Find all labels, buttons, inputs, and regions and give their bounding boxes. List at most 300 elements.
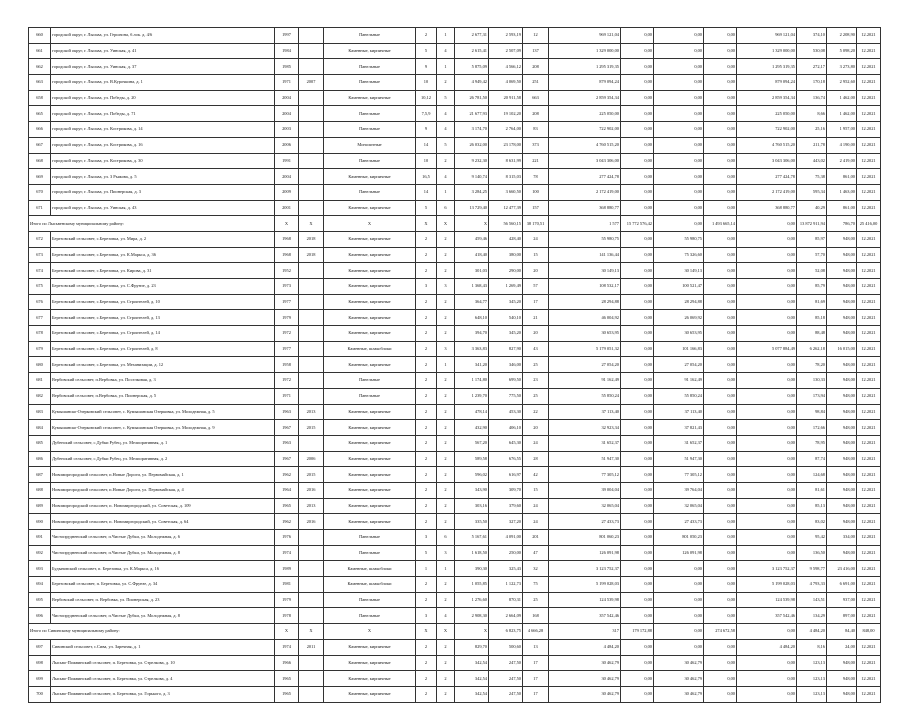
- table-cell: Панельные: [324, 184, 416, 200]
- address-cell: Чистопрудненский сельсовет, п.Чистые Дубки, ул. Молодежная, д. 6: [51, 530, 275, 546]
- table-cell: 0,00: [621, 498, 654, 514]
- address-cell: городской округ, г. Лысьва, ул. Кострикова, д. 30: [51, 153, 275, 169]
- table-cell: 672: [29, 231, 51, 247]
- table-cell: 0,00: [621, 639, 654, 655]
- table-cell: X: [299, 216, 324, 232]
- table-cell: 100 521,47: [654, 279, 704, 295]
- table-cell: [299, 200, 324, 216]
- table-cell: 20: [523, 263, 549, 279]
- table-cell: 75 326,60: [654, 247, 704, 263]
- table-cell: 1962: [275, 514, 299, 530]
- table-cell: 1973: [275, 279, 299, 295]
- table-cell: Панельные: [324, 373, 416, 389]
- table-cell: 948,00: [827, 451, 857, 467]
- table-cell: 1979: [275, 310, 299, 326]
- table-cell: Каменные, шлакоблоки: [324, 577, 416, 593]
- table-cell: 2: [437, 388, 455, 404]
- table-cell: 698: [29, 655, 51, 671]
- table-cell: 10,12: [416, 90, 437, 106]
- table-cell: 2011: [299, 639, 324, 655]
- housing-register-table: [28, 27, 881, 703]
- table-cell: 0,00: [737, 420, 797, 436]
- table-cell: 5: [437, 137, 455, 153]
- table-cell: 500,60: [489, 639, 523, 655]
- table-cell: 1985: [275, 59, 299, 75]
- table-cell: 2: [437, 153, 455, 169]
- subtotal-label: Итого по Сивинскому муниципальному району:: [29, 624, 275, 640]
- table-cell: 5 199 028,03: [549, 577, 621, 593]
- table-cell: 879 094,24: [549, 75, 621, 91]
- table-cell: 30 462,79: [549, 671, 621, 687]
- table-cell: 12.2021: [857, 686, 881, 702]
- address-cell: Березовский сельсовет, с.Березовка, ул. К.Маркса, д. 36: [51, 247, 275, 263]
- table-cell: 948,00: [827, 655, 857, 671]
- table-cell: 12.2021: [857, 326, 881, 342]
- table-cell: 0,00: [654, 43, 704, 59]
- table-cell: 12.2021: [857, 435, 881, 451]
- table-cell: 861,00: [827, 169, 857, 185]
- table-cell: 616,97: [489, 467, 523, 483]
- table-cell: 19 102,20: [489, 106, 523, 122]
- table-row: [29, 639, 881, 655]
- table-cell: 123,13: [797, 671, 827, 687]
- address-cell: городской округ, г. Лысьва, ул. Кострикова, д. 16: [51, 137, 275, 153]
- table-cell: 0,00: [737, 357, 797, 373]
- table-row: [29, 451, 881, 467]
- table-cell: 0,00: [704, 404, 737, 420]
- table-cell: 2018: [299, 231, 324, 247]
- table-cell: 897,00: [827, 608, 857, 624]
- table-cell: 123,13: [797, 686, 827, 702]
- table-cell: 143,51: [797, 592, 827, 608]
- table-cell: 32: [523, 561, 549, 577]
- table-cell: 696: [29, 608, 51, 624]
- table-cell: [299, 263, 324, 279]
- table-cell: 81,61: [797, 482, 827, 498]
- table-cell: 12.2021: [857, 263, 881, 279]
- table-cell: 2: [437, 686, 455, 702]
- table-cell: 24: [523, 435, 549, 451]
- table-cell: Каменные, кирпичные: [324, 357, 416, 373]
- table-cell: 12.2021: [857, 577, 881, 593]
- table-cell: 3: [437, 341, 455, 357]
- table-cell: 948,00: [827, 310, 857, 326]
- table-cell: 2: [416, 404, 437, 420]
- table-cell: 969 121,04: [737, 28, 797, 44]
- table-cell: Каменные, кирпичные: [324, 451, 416, 467]
- table-cell: 1 055,85: [455, 577, 489, 593]
- table-cell: 676: [29, 294, 51, 310]
- table-cell: 0,00: [621, 75, 654, 91]
- table-cell: 5 199 028,03: [737, 577, 797, 593]
- table-cell: 1 295 319,35: [549, 59, 621, 75]
- table-cell: 47: [523, 545, 549, 561]
- address-cell: городской округ, г. Лысьва, ул. Уинская, д. 37: [51, 59, 275, 75]
- table-cell: Каменные, кирпичные: [324, 498, 416, 514]
- table-cell: X: [455, 216, 489, 232]
- table-cell: 0,00: [704, 310, 737, 326]
- table-cell: 0,00: [654, 137, 704, 153]
- table-cell: 247,50: [489, 686, 523, 702]
- table-cell: 0,00: [621, 373, 654, 389]
- table-row: [29, 279, 881, 295]
- table-cell: 95,42: [797, 530, 827, 546]
- table-cell: Каменные, кирпичные: [324, 420, 416, 436]
- table-cell: 15: [523, 482, 549, 498]
- address-cell: Новомиргородский сельсовет, п.Новые Дороги, ул. Первомайская, д. 1: [51, 467, 275, 483]
- table-cell: 46 004,92: [549, 310, 621, 326]
- table-cell: 28 294,88: [654, 294, 704, 310]
- table-cell: 52,08: [797, 263, 827, 279]
- table-cell: 301,03: [455, 263, 489, 279]
- table-cell: 28 294,88: [549, 294, 621, 310]
- table-cell: 663: [29, 75, 51, 91]
- table-cell: 2: [437, 671, 455, 687]
- table-cell: 12.2021: [857, 388, 881, 404]
- table-cell: 100: [523, 184, 549, 200]
- table-cell: [299, 357, 324, 373]
- table-cell: 530,08: [797, 43, 827, 59]
- table-cell: 12.2021: [857, 341, 881, 357]
- table-cell: 682: [29, 388, 51, 404]
- table-row: [29, 592, 881, 608]
- table-row: [29, 530, 881, 546]
- table-cell: 2009: [275, 184, 299, 200]
- table-cell: 1965: [275, 671, 299, 687]
- table-cell: 208: [523, 59, 549, 75]
- table-cell: 0,00: [654, 106, 704, 122]
- table-cell: [299, 686, 324, 702]
- table-cell: 1974: [275, 545, 299, 561]
- table-cell: 848,00: [857, 624, 881, 640]
- table-cell: 0,00: [654, 153, 704, 169]
- table-cell: 124 539,98: [737, 592, 797, 608]
- table-cell: 0,00: [654, 577, 704, 593]
- table-cell: 2016: [299, 482, 324, 498]
- table-cell: 663: [523, 90, 549, 106]
- table-cell: 2: [437, 514, 455, 530]
- table-cell: 668: [29, 153, 51, 169]
- table-cell: 2006: [299, 451, 324, 467]
- table-cell: 32 065,04: [654, 498, 704, 514]
- table-cell: [299, 169, 324, 185]
- table-cell: 2: [437, 467, 455, 483]
- table-cell: 879 094,24: [737, 75, 797, 91]
- table-cell: 1 329 000,00: [737, 43, 797, 59]
- table-cell: 101 166,83: [654, 341, 704, 357]
- table-cell: 12.2021: [857, 357, 881, 373]
- address-cell: Лысьво-Пожвинский сельсовет, п. Березовка, ул. Стрелкова, д. 4: [51, 671, 275, 687]
- table-cell: 2015: [299, 467, 324, 483]
- table-cell: 2 172 419,00: [737, 184, 797, 200]
- table-cell: 27 433,73: [549, 514, 621, 530]
- table-cell: 6: [437, 200, 455, 216]
- table-cell: 12: [523, 28, 549, 44]
- table-row: [29, 498, 881, 514]
- table-cell: 16 015,00: [827, 341, 857, 357]
- table-cell: 948,00: [827, 686, 857, 702]
- table-cell: 247,50: [489, 655, 523, 671]
- table-cell: 5: [437, 90, 455, 106]
- table-cell: 0,00: [704, 137, 737, 153]
- table-cell: 2: [437, 263, 455, 279]
- table-cell: 1991: [275, 153, 299, 169]
- table-cell: 1965: [275, 686, 299, 702]
- table-row: [29, 43, 881, 59]
- table-cell: 25: [523, 388, 549, 404]
- table-cell: 3: [416, 608, 437, 624]
- table-cell: 12.2021: [857, 247, 881, 263]
- table-cell: 948,00: [827, 373, 857, 389]
- table-cell: 0,00: [621, 686, 654, 702]
- table-cell: 157: [523, 200, 549, 216]
- table-cell: [299, 43, 324, 59]
- table-cell: 0,00: [621, 231, 654, 247]
- table-cell: 0,00: [621, 561, 654, 577]
- table-cell: 225 050,00: [549, 106, 621, 122]
- table-cell: 0,00: [704, 169, 737, 185]
- table-cell: 3 174,70: [455, 122, 489, 138]
- table-cell: 343,90: [455, 482, 489, 498]
- table-cell: 51 947,30: [549, 451, 621, 467]
- table-cell: 85,79: [797, 279, 827, 295]
- table-cell: 2 593,19: [489, 28, 523, 44]
- table-cell: 51 947,30: [654, 451, 704, 467]
- table-cell: 670: [29, 184, 51, 200]
- table-cell: 2: [437, 655, 455, 671]
- table-cell: 827,90: [489, 341, 523, 357]
- table-cell: 247,50: [489, 671, 523, 687]
- table-cell: 2018: [299, 247, 324, 263]
- table-cell: 0,00: [621, 388, 654, 404]
- table-cell: 679: [29, 341, 51, 357]
- table-cell: 6 691,00: [827, 577, 857, 593]
- table-cell: 3 660,50: [489, 184, 523, 200]
- table-cell: Каменные, кирпичные: [324, 294, 416, 310]
- table-cell: 2: [416, 467, 437, 483]
- table-cell: 2 507,09: [489, 43, 523, 59]
- table-cell: 335,50: [455, 514, 489, 530]
- table-cell: 368 880,77: [737, 200, 797, 216]
- table-cell: [299, 592, 324, 608]
- table-cell: [299, 655, 324, 671]
- table-cell: 8 631,99: [489, 153, 523, 169]
- table-cell: Панельные: [324, 545, 416, 561]
- table-cell: Каменные, кирпичные: [324, 467, 416, 483]
- table-cell: 2: [416, 671, 437, 687]
- table-cell: 1 462,00: [827, 90, 857, 106]
- table-cell: 0,00: [704, 294, 737, 310]
- table-row: [29, 326, 881, 342]
- table-cell: 23 178,00: [489, 137, 523, 153]
- table-cell: 8,16: [797, 639, 827, 655]
- table-cell: 870,31: [489, 592, 523, 608]
- table-cell: 39 764,04: [654, 482, 704, 498]
- table-cell: 0,00: [704, 279, 737, 295]
- table-cell: 666: [29, 122, 51, 138]
- table-cell: 2: [437, 294, 455, 310]
- table-cell: X: [437, 216, 455, 232]
- table-cell: 42: [523, 467, 549, 483]
- table-cell: 75: [523, 577, 549, 593]
- address-cell: Березовский сельсовет, с.Березовка, ул. Строителей, д. 10: [51, 294, 275, 310]
- table-cell: 0,00: [621, 106, 654, 122]
- table-cell: 829,70: [455, 639, 489, 655]
- table-cell: 1968: [275, 247, 299, 263]
- table-cell: 693: [29, 561, 51, 577]
- table-cell: 2: [437, 577, 455, 593]
- table-cell: 3 273,80: [827, 59, 857, 75]
- table-cell: 801 050,23: [654, 530, 704, 546]
- table-cell: 1 368,43: [455, 279, 489, 295]
- table-cell: 172,66: [797, 420, 827, 436]
- table-cell: 699,50: [489, 373, 523, 389]
- table-cell: 12.2021: [857, 404, 881, 420]
- table-cell: 272,17: [797, 59, 827, 75]
- table-row: [29, 561, 881, 577]
- table-cell: 2: [416, 514, 437, 530]
- table-cell: 57,70: [797, 247, 827, 263]
- table-cell: 211,78: [797, 137, 827, 153]
- table-cell: 0,00: [621, 530, 654, 546]
- table-cell: 0,00: [737, 655, 797, 671]
- table-cell: 290,00: [489, 263, 523, 279]
- table-cell: 4 566,12: [489, 59, 523, 75]
- table-row: [29, 357, 881, 373]
- table-cell: 250,00: [489, 545, 523, 561]
- table-cell: 678: [29, 326, 51, 342]
- table-cell: 676,55: [489, 451, 523, 467]
- table-cell: 661: [29, 43, 51, 59]
- table-cell: 0,00: [704, 59, 737, 75]
- table-cell: 303,16: [455, 498, 489, 514]
- table-cell: 2004: [275, 169, 299, 185]
- table-row: [29, 184, 881, 200]
- table-cell: 3: [437, 279, 455, 295]
- table-cell: 0,00: [737, 498, 797, 514]
- table-cell: 12.2021: [857, 514, 881, 530]
- table-cell: 683: [29, 404, 51, 420]
- table-cell: 12.2021: [857, 451, 881, 467]
- table-cell: 12.2021: [857, 639, 881, 655]
- table-cell: 697: [29, 639, 51, 655]
- table-cell: Панельные: [324, 75, 416, 91]
- table-cell: 1 276,60: [455, 592, 489, 608]
- table-cell: 1: [437, 357, 455, 373]
- table-cell: 2015: [299, 420, 324, 436]
- table-cell: 0,00: [621, 608, 654, 624]
- table-cell: 948,00: [827, 326, 857, 342]
- table-cell: 4: [437, 43, 455, 59]
- table-cell: 0,00: [654, 184, 704, 200]
- table-cell: 12.2021: [857, 169, 881, 185]
- spreadsheet-page: [28, 27, 880, 703]
- table-cell: 0,00: [737, 467, 797, 483]
- table-cell: 30 149,13: [549, 263, 621, 279]
- table-cell: 1964: [275, 482, 299, 498]
- table-cell: 0,00: [621, 482, 654, 498]
- table-cell: 30 653,95: [654, 326, 704, 342]
- table-cell: 658: [29, 90, 51, 106]
- table-cell: Каменные, кирпичные: [324, 435, 416, 451]
- table-cell: 694: [29, 577, 51, 593]
- table-cell: [299, 545, 324, 561]
- table-cell: 1972: [275, 326, 299, 342]
- table-cell: 12.2021: [857, 294, 881, 310]
- table-cell: 459,46: [455, 231, 489, 247]
- table-cell: 8,66: [797, 106, 827, 122]
- table-cell: 2 908,30: [455, 608, 489, 624]
- table-cell: 55 850,24: [654, 388, 704, 404]
- table-cell: 12.2021: [857, 200, 881, 216]
- table-cell: 37 821,43: [654, 420, 704, 436]
- table-cell: 168: [523, 608, 549, 624]
- subtotal-label: Итого по Лысьвенскому муниципальному району:: [29, 216, 275, 232]
- table-cell: 2: [437, 404, 455, 420]
- table-cell: 277 424,78: [549, 169, 621, 185]
- table-cell: 2001: [275, 200, 299, 216]
- table-cell: 0,00: [737, 624, 797, 640]
- table-cell: 2: [416, 498, 437, 514]
- table-cell: 1967: [275, 420, 299, 436]
- table-cell: 12.2021: [857, 561, 881, 577]
- table-cell: 0,00: [621, 137, 654, 153]
- address-cell: Березовский сельсовет, с.Березовка, ул. Строителей, д. 13: [51, 310, 275, 326]
- table-cell: 0,00: [704, 357, 737, 373]
- table-cell: 173,94: [797, 388, 827, 404]
- table-cell: 4 666,28: [523, 624, 549, 640]
- table-cell: [299, 341, 324, 357]
- address-cell: Березовский сельсовет, с.Березовка, ул. Кирова, д. 31: [51, 263, 275, 279]
- table-cell: 91 162,49: [549, 373, 621, 389]
- table-row: [29, 106, 881, 122]
- table-cell: 1978: [275, 608, 299, 624]
- table-cell: 2004: [275, 106, 299, 122]
- table-cell: 9: [416, 59, 437, 75]
- table-row: [29, 263, 881, 279]
- table-cell: 12.2021: [857, 106, 881, 122]
- table-cell: 0,00: [737, 373, 797, 389]
- table-cell: 0,00: [621, 122, 654, 138]
- table-cell: 2: [416, 577, 437, 593]
- table-cell: 379,60: [489, 498, 523, 514]
- table-cell: Каменные, кирпичные: [324, 310, 416, 326]
- table-cell: 1 618,50: [455, 545, 489, 561]
- table-cell: 2: [437, 420, 455, 436]
- table-cell: 3 284,25: [455, 184, 489, 200]
- table-cell: 1 577: [549, 216, 621, 232]
- table-cell: 948,00: [827, 420, 857, 436]
- table-cell: 0,00: [704, 122, 737, 138]
- table-row: [29, 404, 881, 420]
- table-cell: 0,00: [704, 577, 737, 593]
- table-cell: 0,00: [654, 561, 704, 577]
- table-cell: 2013: [299, 404, 324, 420]
- table-cell: 81,69: [797, 294, 827, 310]
- address-cell: Березовский сельсовет, с.Березовка, ул. С.Фрунзе, д. 23: [51, 279, 275, 295]
- table-cell: 3 043 306,00: [737, 153, 797, 169]
- table-cell: 40,29: [797, 200, 827, 216]
- table-cell: 1971: [275, 75, 299, 91]
- table-cell: 1 269,49: [489, 279, 523, 295]
- table-cell: 9 232,30: [455, 153, 489, 169]
- address-cell: Новомиргородский сельсовет, п. Новомиргородский, ул. Советская, д. 109: [51, 498, 275, 514]
- table-cell: 2: [437, 310, 455, 326]
- table-cell: 277 424,78: [737, 169, 797, 185]
- table-cell: [299, 388, 324, 404]
- table-cell: 327,20: [489, 514, 523, 530]
- table-cell: Панельные: [324, 592, 416, 608]
